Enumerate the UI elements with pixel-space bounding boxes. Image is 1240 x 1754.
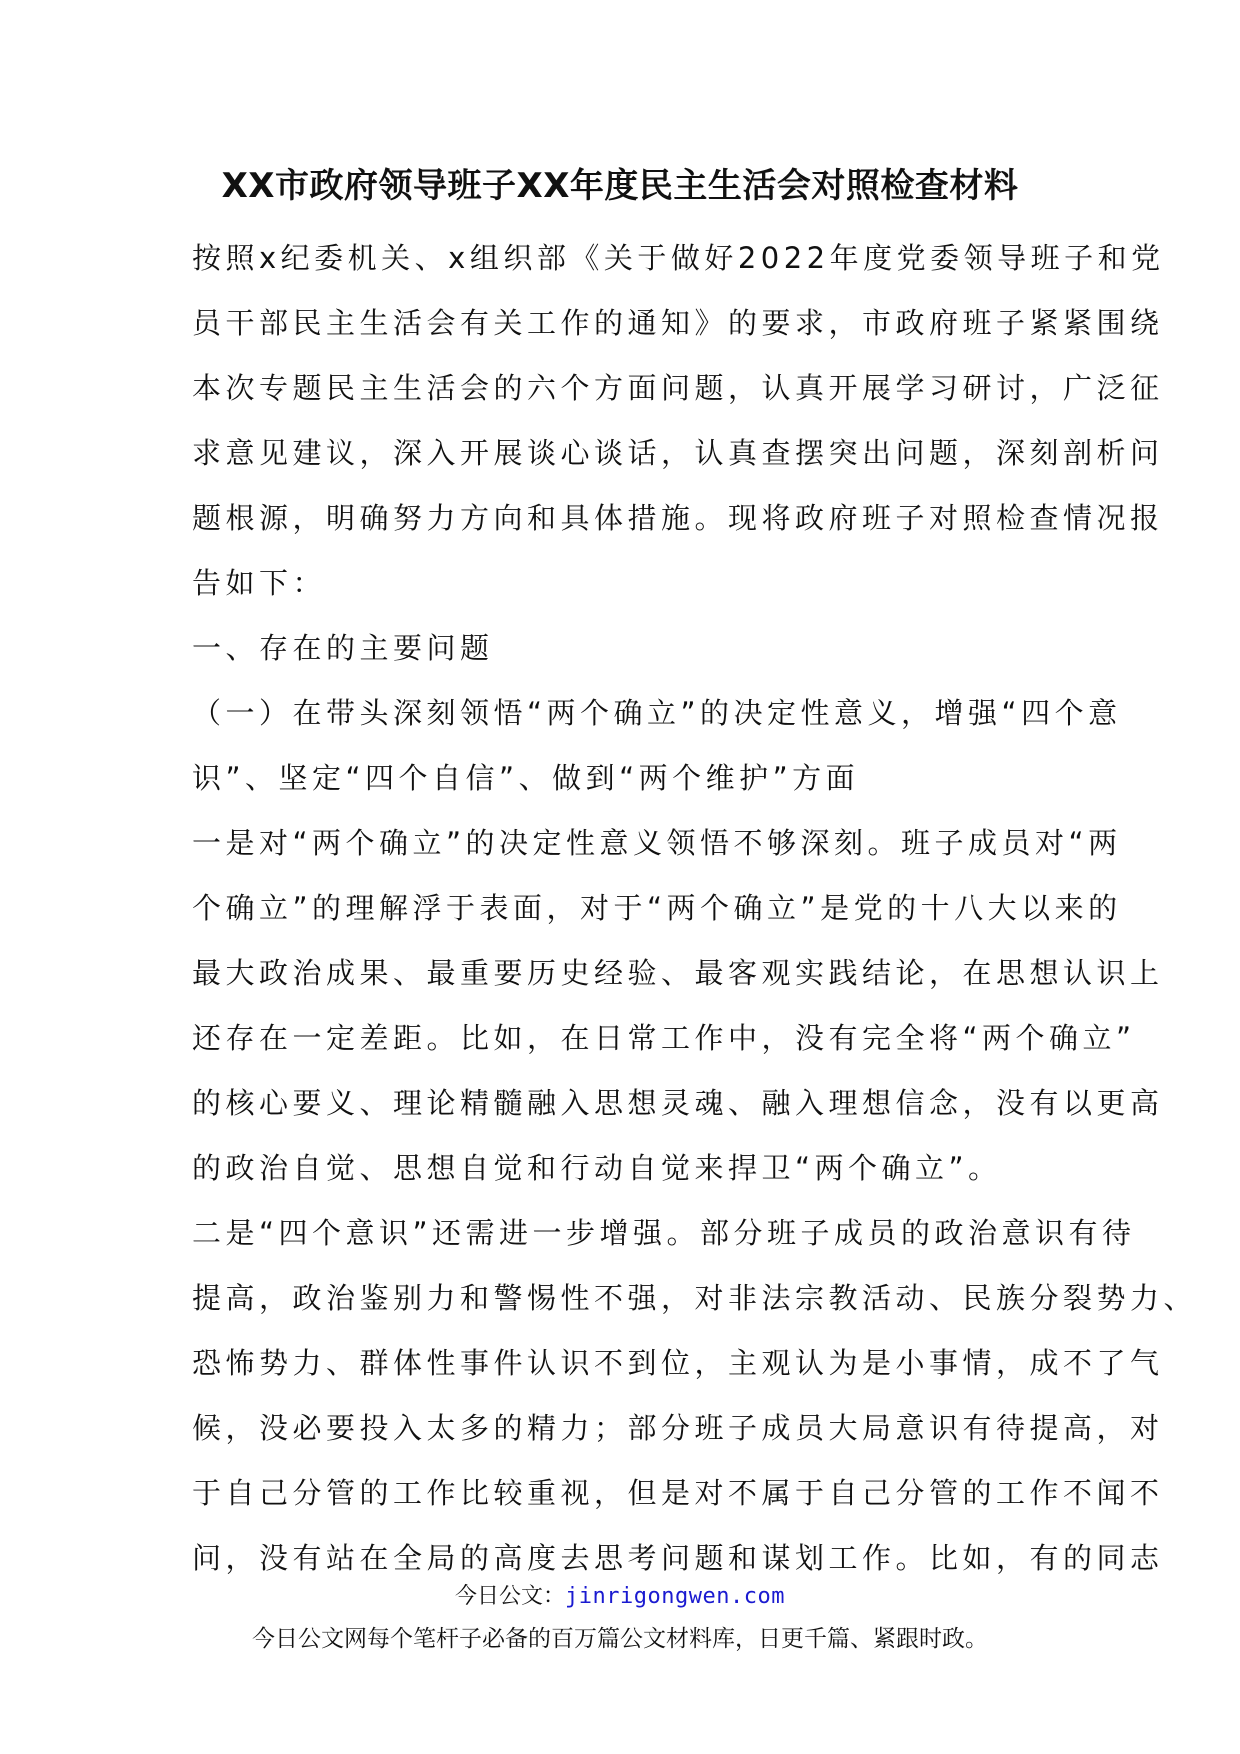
- body-line: 本次专题民主生活会的六个方面问题，认真开展学习研讨，广泛征: [192, 371, 1164, 405]
- body-line: 员干部民主生活会有关工作的通知》的要求，市政府班子紧紧围绕: [192, 306, 1164, 340]
- footer-site-link[interactable]: jinrigongwen.com: [565, 1584, 785, 1609]
- body-line: 候，没必要投入太多的精力；部分班子成员大局意识有待提高，对: [192, 1411, 1164, 1445]
- body-line: 求意见建议，深入开展谈心谈话，认真查摆突出问题，深刻剖析问: [192, 436, 1164, 470]
- document-title: XX市政府领导班子XX年度民主生活会对照检查材料: [221, 166, 1019, 206]
- body-line: 按照x纪委机关、x组织部《关于做好2022年度党委领导班子和党: [192, 241, 1165, 275]
- body-line: 于自己分管的工作比较重视，但是对不属于自己分管的工作不闻不: [192, 1476, 1164, 1510]
- body-line: 一是对“两个确立”的决定性意义领悟不够深刻。班子成员对“两: [192, 826, 1122, 860]
- body-line: 提高，政治鉴别力和警惕性不强，对非法宗教活动、民族分裂势力、: [192, 1281, 1198, 1315]
- subsection-heading: 识”、坚定“四个自信”、做到“两个维护”方面: [192, 761, 860, 795]
- body-line: 问，没有站在全局的高度去思考问题和谋划工作。比如，有的同志: [192, 1541, 1164, 1575]
- body-line: 题根源，明确努力方向和具体措施。现将政府班子对照检查情况报: [192, 501, 1164, 535]
- document-body: [192, 226, 1198, 1591]
- body-line: 二是“四个意识”还需进一步增强。部分班子成员的政治意识有待: [192, 1216, 1136, 1250]
- subsection-heading: （一）在带头深刻领悟“两个确立”的决定性意义，增强“四个意: [192, 696, 1122, 730]
- body-line: 最大政治成果、最重要历史经验、最客观实践结论，在思想认识上: [192, 956, 1164, 990]
- body-line: 恐怖势力、群体性事件认识不到位，主观认为是小事情，成不了气: [192, 1346, 1164, 1380]
- footer-site: [0, 1582, 1240, 1612]
- body-line: 告如下：: [192, 566, 327, 600]
- section-heading: 一、存在的主要问题: [192, 631, 494, 665]
- body-line: 的核心要义、理论精髓融入思想灵魂、融入理想信念，没有以更高: [192, 1086, 1164, 1120]
- body-line: 的政治自觉、思想自觉和行动自觉来捍卫“两个确立”。: [192, 1151, 1002, 1185]
- footer-slogan: 今日公文网每个笔杆子必备的百万篇公文材料库，日更千篇、紧跟时政。: [252, 1626, 988, 1652]
- footer-site-label: 今日公文：: [455, 1584, 566, 1609]
- body-line: 还存在一定差距。比如，在日常工作中，没有完全将“两个确立”: [192, 1021, 1136, 1055]
- body-line: 个确立”的理解浮于表面，对于“两个确立”是党的十八大以来的: [192, 891, 1122, 925]
